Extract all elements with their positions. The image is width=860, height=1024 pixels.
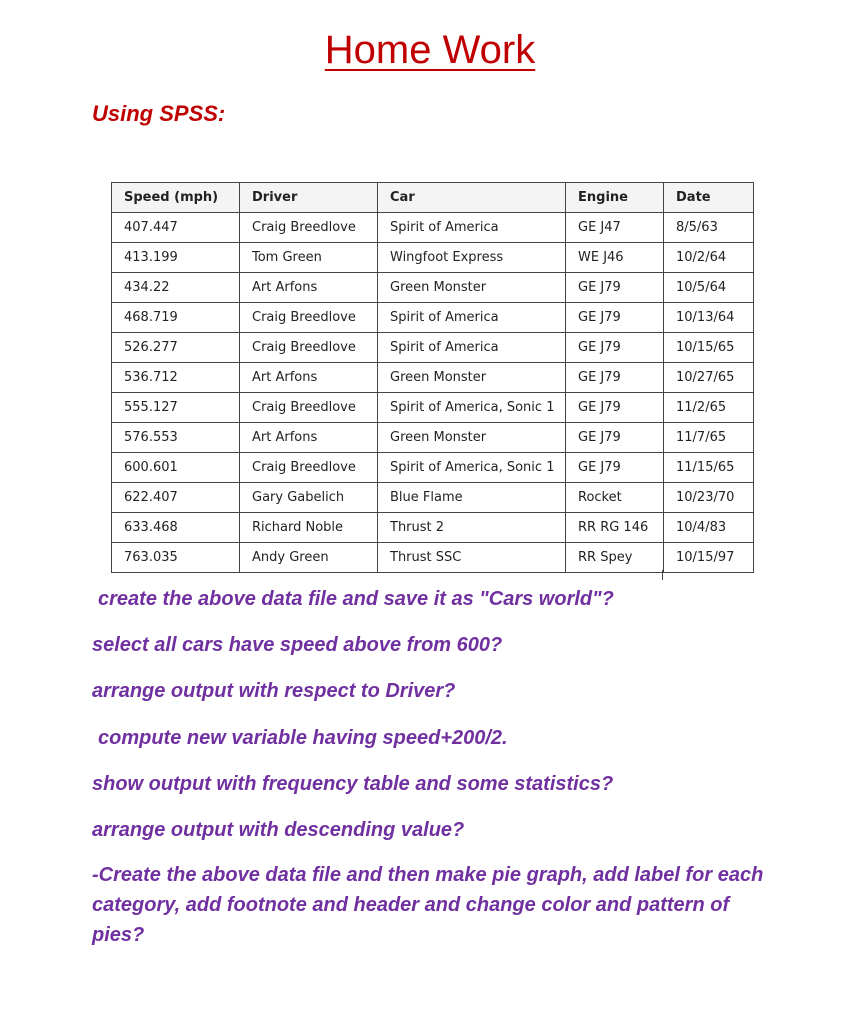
table-row bbox=[112, 543, 754, 573]
table-row bbox=[112, 273, 754, 303]
cell-date: 8/5/63 bbox=[664, 213, 754, 243]
cell-engine: GE J79 bbox=[566, 393, 664, 423]
question-item: arrange output with descending value? bbox=[92, 819, 465, 841]
cell-engine: GE J79 bbox=[566, 333, 664, 363]
cell-date: 11/7/65 bbox=[664, 423, 754, 453]
cell-car: Spirit of America bbox=[378, 333, 566, 363]
cell-driver: Craig Breedlove bbox=[240, 453, 378, 483]
cell-date: 11/15/65 bbox=[664, 453, 754, 483]
cell-speed: 622.407 bbox=[112, 483, 240, 513]
cell-speed: 576.553 bbox=[112, 423, 240, 453]
cell-car: Wingfoot Express bbox=[378, 243, 566, 273]
cell-engine: GE J47 bbox=[566, 213, 664, 243]
question-item: compute new variable having speed+200/2. bbox=[98, 727, 508, 749]
question-item: create the above data file and save it as "Cars world"? bbox=[98, 588, 614, 610]
question-item: select all cars have speed above from 600? bbox=[92, 634, 503, 656]
cell-car: Thrust SSC bbox=[378, 543, 566, 573]
cell-date: 10/13/64 bbox=[664, 303, 754, 333]
table-row bbox=[112, 513, 754, 543]
cell-speed: 413.199 bbox=[112, 243, 240, 273]
cell-engine: GE J79 bbox=[566, 363, 664, 393]
cell-date: 10/2/64 bbox=[664, 243, 754, 273]
cell-engine: RR RG 146 bbox=[566, 513, 664, 543]
cell-driver: Andy Green bbox=[240, 543, 378, 573]
cell-date: 10/27/65 bbox=[664, 363, 754, 393]
cell-speed: 468.719 bbox=[112, 303, 240, 333]
cell-engine: GE J79 bbox=[566, 303, 664, 333]
cell-speed: 763.035 bbox=[112, 543, 240, 573]
cell-date: 11/2/65 bbox=[664, 393, 754, 423]
cell-engine: GE J79 bbox=[566, 453, 664, 483]
column-header-car: Car bbox=[378, 183, 566, 213]
cell-driver: Art Arfons bbox=[240, 273, 378, 303]
cell-driver: Art Arfons bbox=[240, 423, 378, 453]
cell-driver: Craig Breedlove bbox=[240, 303, 378, 333]
column-header-engine: Engine bbox=[566, 183, 664, 213]
column-header-driver: Driver bbox=[240, 183, 378, 213]
cell-speed: 600.601 bbox=[112, 453, 240, 483]
question-item: show output with frequency table and some statistics? bbox=[92, 773, 614, 795]
cell-car: Green Monster bbox=[378, 363, 566, 393]
cell-driver: Art Arfons bbox=[240, 363, 378, 393]
cell-car: Spirit of America bbox=[378, 213, 566, 243]
cell-driver: Richard Noble bbox=[240, 513, 378, 543]
cell-car: Spirit of America, Sonic 1 bbox=[378, 453, 566, 483]
page-title: Home Work bbox=[324, 28, 536, 72]
cell-driver: Craig Breedlove bbox=[240, 393, 378, 423]
cell-speed: 536.712 bbox=[112, 363, 240, 393]
column-header-speed: Speed (mph) bbox=[112, 183, 240, 213]
table-header-row bbox=[112, 183, 754, 213]
cell-driver: Tom Green bbox=[240, 243, 378, 273]
subtitle: Using SPSS: bbox=[92, 101, 226, 126]
cell-driver: Craig Breedlove bbox=[240, 333, 378, 363]
cell-driver: Craig Breedlove bbox=[240, 213, 378, 243]
table-divider-tick bbox=[662, 570, 663, 580]
cell-car: Thrust 2 bbox=[378, 513, 566, 543]
question-item: arrange output with respect to Driver? bbox=[92, 680, 456, 702]
table-body bbox=[112, 213, 754, 573]
cell-engine: WE J46 bbox=[566, 243, 664, 273]
cell-engine: Rocket bbox=[566, 483, 664, 513]
cell-car: Blue Flame bbox=[378, 483, 566, 513]
table-row bbox=[112, 363, 754, 393]
question-item: -Create the above data file and then make pie graph, add label for each category, add footnote and header and change color and pattern of pies? bbox=[92, 864, 764, 946]
cell-engine: GE J79 bbox=[566, 423, 664, 453]
cell-car: Green Monster bbox=[378, 273, 566, 303]
column-header-date: Date bbox=[664, 183, 754, 213]
cell-speed: 434.22 bbox=[112, 273, 240, 303]
cell-car: Spirit of America bbox=[378, 303, 566, 333]
cell-car: Spirit of America, Sonic 1 bbox=[378, 393, 566, 423]
cell-date: 10/23/70 bbox=[664, 483, 754, 513]
cell-date: 10/4/83 bbox=[664, 513, 754, 543]
cell-speed: 526.277 bbox=[112, 333, 240, 363]
cell-engine: RR Spey bbox=[566, 543, 664, 573]
cell-speed: 407.447 bbox=[112, 213, 240, 243]
table-row bbox=[112, 213, 754, 243]
cell-engine: GE J79 bbox=[566, 273, 664, 303]
table-row bbox=[112, 303, 754, 333]
table-row bbox=[112, 393, 754, 423]
cell-date: 10/15/97 bbox=[664, 543, 754, 573]
table-row bbox=[112, 333, 754, 363]
cars-table bbox=[111, 182, 754, 573]
cell-speed: 633.468 bbox=[112, 513, 240, 543]
table-row bbox=[112, 423, 754, 453]
table-row bbox=[112, 483, 754, 513]
table-row bbox=[112, 243, 754, 273]
cell-date: 10/15/65 bbox=[664, 333, 754, 363]
cell-driver: Gary Gabelich bbox=[240, 483, 378, 513]
cell-date: 10/5/64 bbox=[664, 273, 754, 303]
table-row bbox=[112, 453, 754, 483]
cell-speed: 555.127 bbox=[112, 393, 240, 423]
cell-car: Green Monster bbox=[378, 423, 566, 453]
